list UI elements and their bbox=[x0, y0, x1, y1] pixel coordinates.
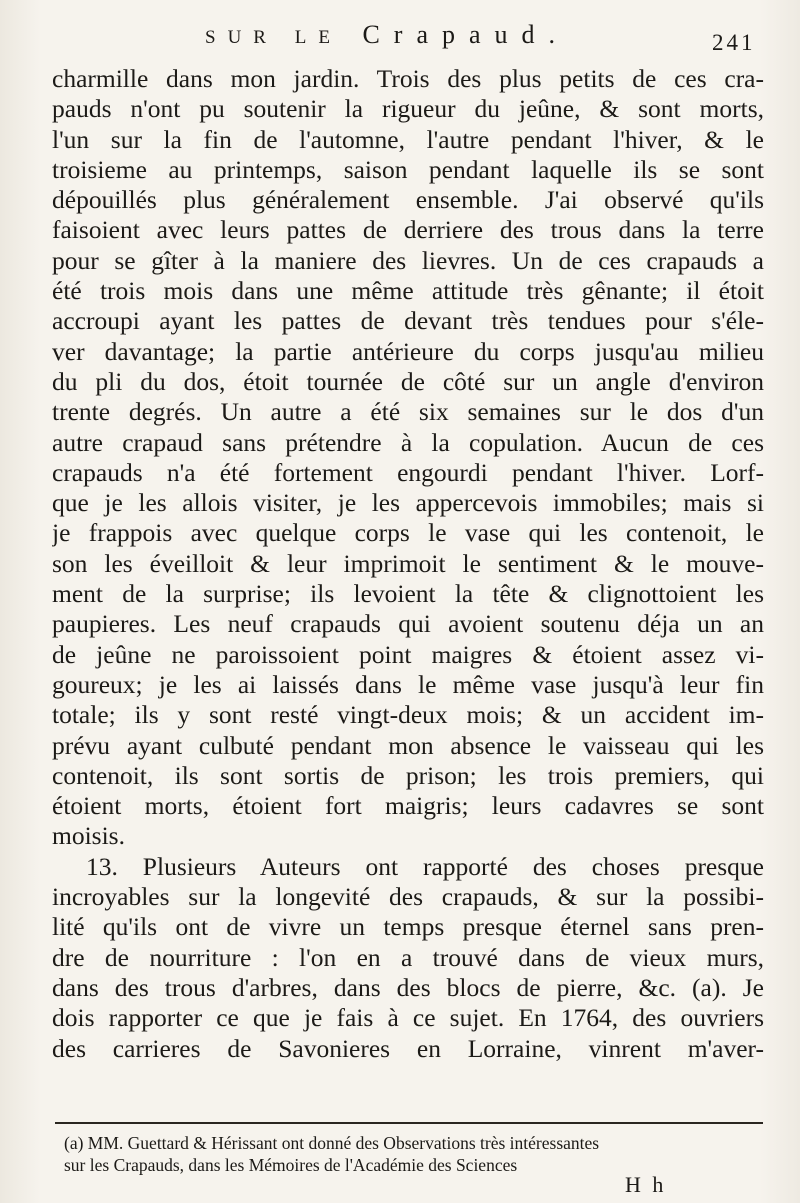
text-line: été trois mois dans une même attitude très gênante; il étoit bbox=[52, 276, 764, 306]
text-line: je frappois avec quelque corps le vase qui les contenoit, le bbox=[52, 518, 764, 548]
text-line: l'un sur la fin de l'automne, l'autre pendant l'hiver, & le bbox=[52, 124, 764, 154]
text-line: faisoient avec leurs pattes de derriere des trous dans la terre bbox=[52, 215, 764, 245]
signature-mark: H h bbox=[625, 1172, 667, 1197]
page-number: 241 bbox=[712, 30, 756, 55]
text-line: charmille dans mon jardin. Trois des plus petits de ces cra- bbox=[52, 64, 764, 93]
footnote-line: sur les Crapauds, dans les Mémoires de l'Académie des Sciences bbox=[64, 1155, 518, 1175]
running-title-prefix: SUR LE bbox=[205, 27, 342, 48]
text-line: crapauds n'a été fortement engourdi pendant l'hiver. Lorf- bbox=[52, 457, 764, 487]
text-line: pauds n'ont pu soutenir la rigueur du jeûne, & sont morts, bbox=[52, 94, 764, 124]
text-line: dans des trous d'arbres, dans des blocs de pierre, &c. (a). Je bbox=[52, 972, 764, 1002]
footnote-rule bbox=[55, 1122, 763, 1124]
text-line: son les éveilloit & leur imprimoit le sentiment & le mouve- bbox=[52, 548, 764, 578]
text-line: dépouillés plus généralement ensemble. J'ai observé qu'ils bbox=[52, 185, 764, 215]
text-line: totale; ils y sont resté vingt-deux mois; & un accident im- bbox=[52, 700, 764, 730]
text-line: autre crapaud sans prétendre à la copulation. Aucun de ces bbox=[52, 427, 764, 457]
body-text bbox=[52, 64, 764, 1064]
text-line: accroupi ayant les pattes de devant très tendues pour s'éle- bbox=[52, 306, 764, 336]
running-head bbox=[205, 20, 569, 50]
text-line: incroyables sur la longevité des crapauds, & sur la possibi- bbox=[52, 882, 764, 912]
text-line: contenoit, ils sont sortis de prison; les trois premiers, qui bbox=[52, 760, 764, 790]
text-line: du pli du dos, étoit tournée de côté sur un angle d'environ bbox=[52, 366, 764, 396]
text-line: dois rapporter ce que je fais à ce sujet. En 1764, des ouvriers bbox=[52, 1003, 764, 1033]
text-line: goureux; je les ai laissés dans le même vase jusqu'à leur fin bbox=[52, 669, 764, 699]
text-line: troisieme au printemps, saison pendant laquelle ils se sont bbox=[52, 154, 764, 184]
text-line: que je les allois visiter, je les appercevois immobiles; mais si bbox=[52, 488, 764, 518]
footnote-line: (a) MM. Guettard & Hérissant ont donné des Observations très intéressantes bbox=[64, 1133, 600, 1153]
text-line: moisis. bbox=[52, 821, 125, 851]
text-line: étoient morts, étoient fort maigris; leurs cadavres se sont bbox=[52, 791, 764, 821]
text-line: de jeûne ne paroissoient point maigres & étoient assez vi- bbox=[52, 639, 764, 669]
text-line: ver davantage; la partie antérieure du corps jusqu'au milieu bbox=[52, 336, 764, 366]
text-line: prévu ayant culbuté pendant mon absence le vaisseau qui les bbox=[52, 730, 764, 760]
text-line: lité qu'ils ont de vivre un temps presque éternel sans pren- bbox=[52, 912, 764, 942]
text-line: paupieres. Les neuf crapauds qui avoient soutenu déja un an bbox=[52, 609, 764, 639]
paragraph-13-start: 13. Plusieurs Auteurs ont rapporté des choses presque bbox=[86, 851, 764, 881]
text-line: ment de la surprise; ils levoient la tête & clignottoient les bbox=[52, 579, 764, 609]
text-line: dre de nourriture : l'on en a trouvé dans de vieux murs, bbox=[52, 942, 764, 972]
text-line: trente degrés. Un autre a été six semaines sur le dos d'un bbox=[52, 397, 764, 427]
text-line: des carrieres de Savonieres en Lorraine, vinrent m'aver- bbox=[52, 1033, 764, 1063]
text-line: pour se gîter à la maniere des lievres. Un de ces crapauds a bbox=[52, 245, 764, 275]
running-title-main: Crapaud. bbox=[362, 20, 570, 49]
footnote bbox=[64, 1132, 764, 1176]
